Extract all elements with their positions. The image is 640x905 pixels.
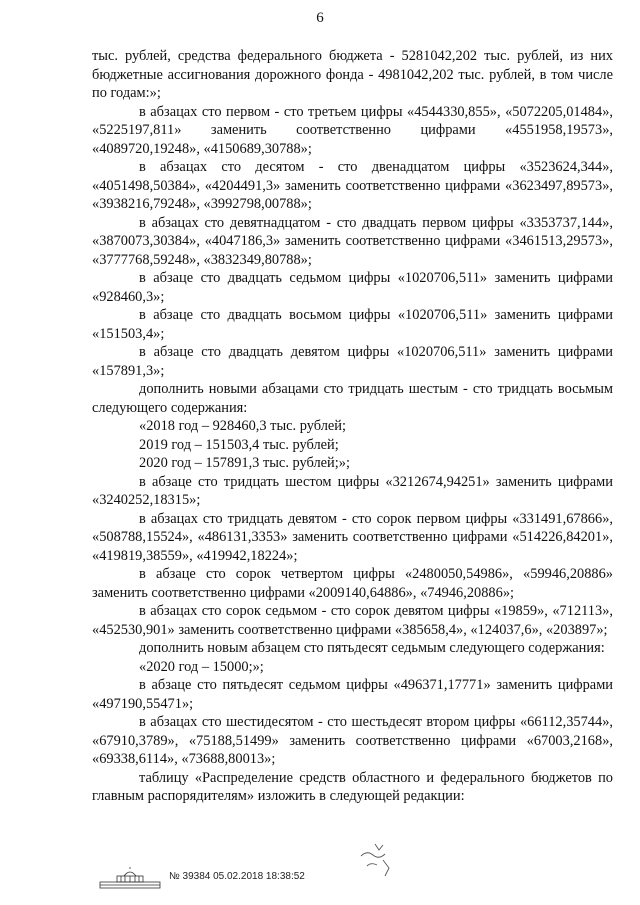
paragraph: «2020 год – 15000;»; [139, 658, 264, 675]
paragraph: в абзаце сто двадцать девятом цифры «1020706,511» заменить цифрами «157891,3»; [92, 344, 613, 379]
paragraph: в абзацах сто шестидесятом - сто шестьдесят втором цифры «66112,35744», «67910,3789», «75188,51499» заменить соответственно цифрами «67003,2168», «69338,6114», «73688,80013»; [92, 714, 613, 767]
paragraph: в абзаце сто двадцать седьмом цифры «1020706,511» заменить цифрами «928460,3»; [92, 270, 613, 305]
paragraph: в абзацах сто тридцать девятом - сто сорок первом цифры «331491,67866», «508788,15524», «486131,3353» заменить соответственно цифрами «514226,84201», «419819,38559», «419942,18224»; [92, 510, 613, 564]
registration-number: № 39384 05.02.2018 18:38:52 [169, 871, 305, 882]
handwritten-signature-icon [355, 838, 405, 883]
paragraph: 2020 год – 157891,3 тыс. рублей;»; [139, 455, 350, 471]
registry-stamp-icon [97, 866, 163, 895]
page-number: 6 [316, 10, 324, 26]
document-body [92, 47, 613, 806]
paragraph: в абзаце сто сорок четвертом цифры «2480050,54986», «59946,20886» заменить соответственно цифрами «2009140,64886», «74946,20886»; [92, 566, 613, 601]
paragraph: таблицу «Распределение средств областного и федерального бюджетов по главным распорядителям» изложить в следующей редакции: [92, 769, 613, 804]
paragraph: в абзацах сто сорок седьмом - сто сорок девятом цифры «19859», «712113», «452530,901» заменить соответственно цифрами «385658,4», «124037,6», «203897»; [92, 603, 613, 638]
paragraph: в абзаце сто двадцать восьмом цифры «1020706,511» заменить цифрами «151503,4»; [92, 307, 613, 342]
paragraph: «2018 год – 928460,3 тыс. рублей; [139, 418, 346, 434]
paragraph: дополнить новыми абзацами сто тридцать шестым - сто тридцать восьмым следующего содержания: [92, 381, 613, 416]
paragraph: дополнить новым абзацем сто пятьдесят седьмым следующего содержания: [139, 640, 605, 656]
paragraph: в абзацах сто девятнадцатом - сто двадцать первом цифры «3353737,144», «3870073,30384», «4047186,3» заменить соответственно цифрами «3461513,29573», «3777768,59248», «3832349,80788»; [92, 214, 613, 268]
paragraph: в абзаце сто пятьдесят седьмом цифры «496371,17771» заменить цифрами «497190,55471»; [92, 677, 613, 712]
paragraph: тыс. рублей, средства федерального бюджета - 5281042,202 тыс. рублей, из них бюджетные ассигнования дорожного фонда - 4981042,202 тыс. рублей, в том числе по годам:»; [92, 48, 613, 101]
paragraph: в абзацах сто десятом - сто двенадцатом цифры «3523624,344», «4051498,50384», «4204491,3» заменить соответственно цифрами «3623497,89573», «3938216,79248», «3992798,00788»; [92, 159, 613, 212]
paragraph: 2019 год – 151503,4 тыс. рублей; [139, 436, 339, 453]
paragraph: в абзацах сто первом - сто третьем цифры «4544330,855», «5072205,01484», «5225197,811» заменить соответственно цифрами «4551958,19573», «4089720,19248», «4150689,30788»; [92, 103, 613, 157]
document-footer [97, 866, 517, 890]
paragraph: в абзаце сто тридцать шестом цифры «3212674,94251» заменить цифрами «3240252,18315»; [92, 473, 613, 508]
